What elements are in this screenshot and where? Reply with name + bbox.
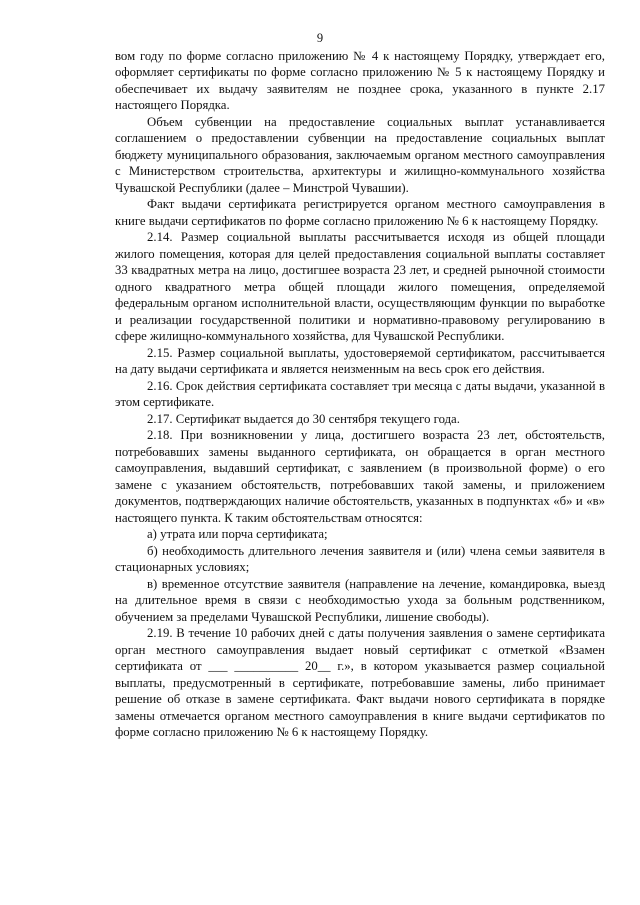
paragraph-subvention-volume: Объем субвенции на предоставление социальных выплат устанавливается соглашением о предоставлении субвенции на предоставление социальных выплат бюджету муниципального образования, заключаемым органом местного самоуправления с Министерством строительства, архитектуры и жилищно-коммунального хозяйства Чувашской Республики (далее – Минстрой Чувашии). — [115, 114, 605, 195]
clause-2-17: 2.17. Сертификат выдается до 30 сентября текущего года. — [147, 411, 460, 426]
page-number: 9 — [316, 31, 324, 45]
subclause-b: б) необходимость длительного лечения заявителя и (или) члена семьи заявителя в стационарных условиях; — [115, 543, 605, 574]
subclause-a: а) утрата или порча сертификата; — [147, 527, 328, 541]
clause-2-15: 2.15. Размер социальной выплаты, удостоверяемой сертификатом, рассчитывается на дату выдачи сертификата и является неизменным на весь срок его действия. — [115, 345, 605, 376]
paragraph-continuation: вом году по форме согласно приложению № 4 к настоящему Порядку, утверждает его, оформляет сертификаты по форме согласно приложению № 5 к настоящему Порядку и обеспечивает их выдачу заявителям не позднее срока, указанного в пункте 2.17 настоящего Порядка. — [115, 48, 605, 112]
clause-2-14: 2.14. Размер социальной выплаты рассчитывается исходя из общей площади жилого помещения, которая для целей предоставления социальной выплаты составляет 33 квадратных метра на лицо, достигшее возраста 23 лет, и средней рыночной стоимости одного квадратного метра общей площади жилого помещения, определяемой федеральным органом исполнительной власти, осуществляющим функции по выработке и реализации государственной политики и нормативно-правовому регулированию в сфере жилищно-коммунального хозяйства, для Чувашской Республики. — [115, 230, 605, 343]
paragraph-certificate-registration: Факт выдачи сертификата регистрируется органом местного самоуправления в книге выдачи сертификатов по форме согласно приложению № 6 к настоящему Порядку. — [115, 197, 605, 228]
subclause-v: в) временное отсутствие заявителя (направление на лечение, командировка, выезд на длительное время в связи с необходимостью ухода за больным родственником, обучением за пределами Чувашской Республики, лишение свободы). — [115, 576, 605, 624]
clause-2-18: 2.18. При возникновении у лица, достигшего возраста 23 лет, обстоятельств, потребовавших замены выданного сертификата, он обращается в орган местного самоуправления, выдавший сертификат, с заявлением (в произвольной форме) о его замене с указанием обстоятельств, потребовавших такой замены, и приложением документов, подтверждающих наличие обстоятельств, указанных в подпунктах «б» и «в» настоящего пункта. К таким обстоятельствам относятся: — [115, 428, 605, 525]
document-body — [115, 48, 605, 741]
clause-2-16: 2.16. Срок действия сертификата составляет три месяца с даты выдачи, указанной в этом сертификате. — [115, 378, 605, 409]
clause-2-19: 2.19. В течение 10 рабочих дней с даты получения заявления о замене сертификата орган местного самоуправления выдает новый сертификат с отметкой «Взамен сертификата от ___ __________ 20__ г.», в котором указывается размер социальной выплаты, предусмотренный в сертификате, потребовавшие замены, либо принимает решение об отказе в замене сертификата. Факт выдачи нового сертификата в порядке замены отмечается органом местного самоуправления в книге выдачи сертификатов по форме согласно приложению № 6 к настоящему Порядку. — [115, 626, 605, 739]
